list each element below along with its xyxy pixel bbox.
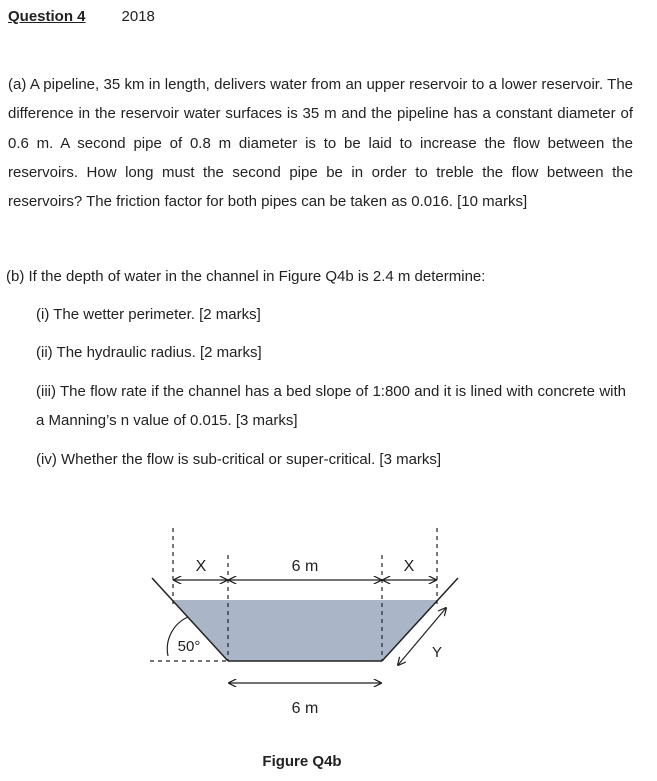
question-year: 2018 [121, 8, 155, 25]
part-b-item-iv: (iv) Whether the flow is sub-critical or super-critical. [3 marks] [36, 451, 442, 468]
part-b-item-i: (i) The wetter perimeter. [2 marks] [36, 306, 261, 323]
part-a-text: (a) A pipeline, 35 km in length, delivers water from an upper reservoir to a lower reservoir. The difference in the reservoir water surfaces is 35 m and the pipeline has a constant diameter of 0.6 m. A second pipe of 0.8 m diameter is to be laid to increase the flow between the reservoirs. How long must the second pipe be in order to treble the flow between the reservoirs? The friction factor for both pipes can be taken as 0.016. [10 marks] [8, 76, 633, 211]
label-bottom-width: 6 m [291, 700, 319, 717]
figure-caption: Figure Q4b [262, 753, 342, 770]
label-y: Y [431, 644, 443, 661]
part-b-item-ii: (ii) The hydraulic radius. [2 marks] [36, 344, 262, 361]
water-area [173, 600, 437, 661]
question-title: Question 4 [8, 8, 86, 25]
label-top-width: 6 m [291, 558, 319, 575]
part-b-intro: (b) If the depth of water in the channel in Figure Q4b is 2.4 m determine: [6, 268, 486, 285]
label-angle: 50° [177, 638, 201, 655]
label-x-left: X [195, 558, 207, 575]
part-b-item-iii: (iii) The flow rate if the channel has a bed slope of 1:800 and it is lined with concrete with a Manning’s n value of 0.015. [3 marks] [36, 383, 626, 430]
label-x-right: X [403, 558, 415, 575]
